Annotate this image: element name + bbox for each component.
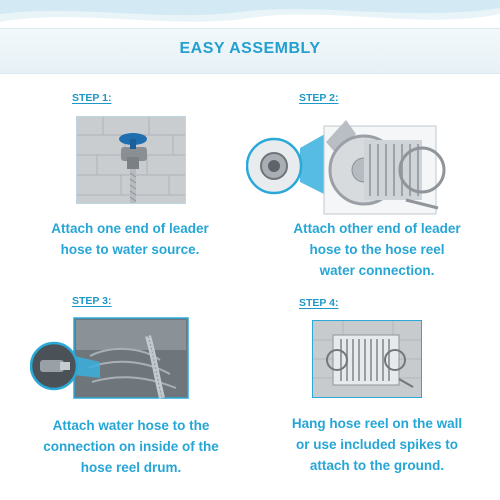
step-1-image (76, 116, 186, 204)
step-4-caption-line: attach to the ground. (309, 458, 445, 473)
step-3-caption (16, 415, 246, 478)
step-3-image (30, 316, 190, 400)
step-2-caption-line: hose to the hose reel (309, 242, 445, 257)
step-2-caption-line: water connection. (319, 263, 435, 278)
step-4-image (312, 320, 422, 398)
page-title: EASY ASSEMBLY (179, 40, 321, 57)
step-1-label: STEP 1: (72, 92, 112, 104)
step-4-label: STEP 4: (299, 297, 339, 309)
step-3-caption-line: hose reel drum. (80, 460, 182, 475)
step-4-caption-line: or use included spikes to (295, 437, 459, 452)
step-3-caption-line: Attach water hose to the (52, 418, 210, 433)
step-1-caption-line: hose to water source. (60, 242, 200, 257)
step-2-image (246, 108, 446, 218)
step-4-caption-line: Hang hose reel on the wall (291, 416, 463, 431)
step-2-label: STEP 2: (299, 92, 339, 104)
step-3-caption-line: connection on inside of the (43, 439, 219, 454)
step-3-label: STEP 3: (72, 295, 112, 307)
step-4-caption (262, 413, 492, 476)
step-1-caption-line: Attach one end of leader (51, 221, 209, 236)
step-1-caption (20, 218, 240, 260)
step-2-caption (262, 218, 492, 281)
step-2-caption-line: Attach other end of leader (293, 221, 461, 236)
